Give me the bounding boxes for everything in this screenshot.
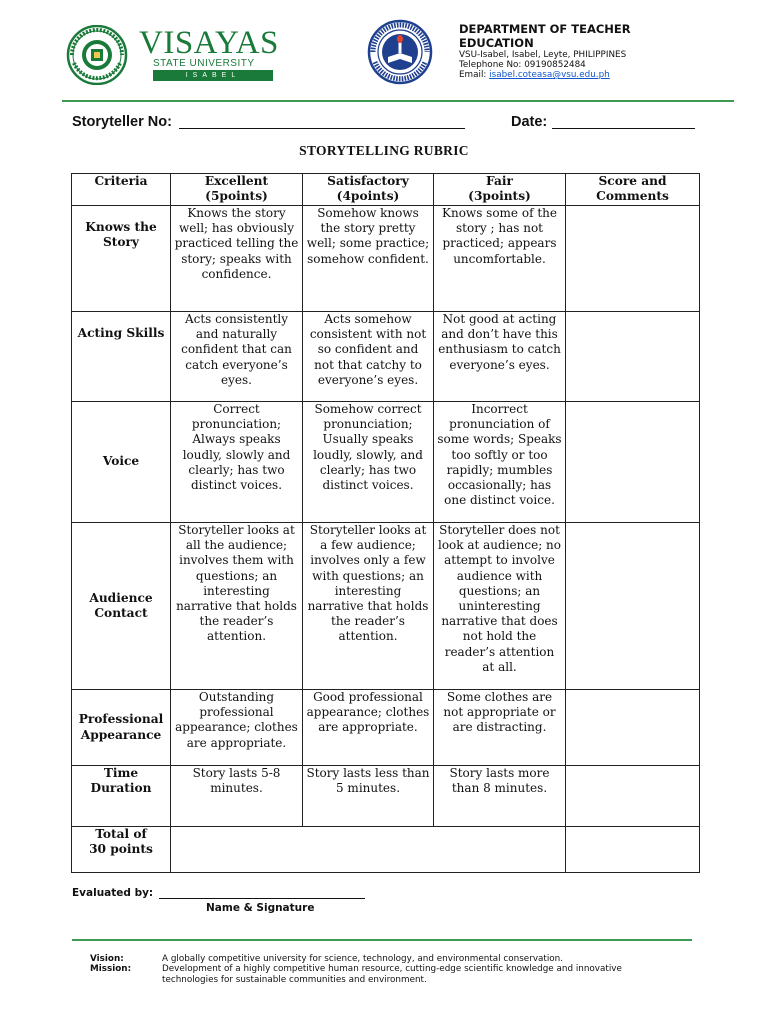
criteria-cell: [72, 690, 171, 766]
email-link[interactable]: isabel.coteasa@vsu.edu.ph: [489, 70, 610, 80]
header-excellent-label: Excellent: [204, 174, 269, 188]
excellent-cell: Correct pronunciation; Always speaks loudly, slowly and clearly; has two distinct voices.: [171, 402, 303, 523]
header-fair-label: Fair: [486, 174, 513, 188]
excellent-cell: Knows the story well; has obviously practiced telling the story; speaks with confidence.: [171, 206, 303, 312]
table-row: [72, 690, 700, 766]
fair-cell: Knows some of the story ; has not practiced; appears uncomfortable.: [434, 206, 566, 312]
department-name-line2: EDUCATION: [459, 35, 534, 50]
criteria-label-line2: Story: [102, 235, 140, 250]
header-criteria: [72, 174, 171, 206]
excellent-cell: Storyteller looks at all the audience; involves them with questions; an interesting narrative that holds the reader’s attention.: [171, 523, 303, 690]
name-signature-label: Name & Signature: [206, 902, 315, 914]
total-row: [72, 827, 700, 873]
fair-cell: Story lasts more than 8 minutes.: [434, 766, 566, 827]
evaluated-by-label: Evaluated by:: [72, 887, 154, 899]
mission-text: Development of a highly competitive human resource, cutting-edge scientific knowledge and innovative technologies for sustainable communities and environment.: [162, 964, 622, 985]
criteria-cell: [72, 523, 171, 690]
satisfactory-cell: Somehow correct pronunciation; Usually speaks loudly, slowly, and clearly; has two distinct voices.: [303, 402, 434, 523]
department-telephone: Telephone No: 09190852484: [459, 60, 586, 70]
fair-cell: Storyteller does not look at audience; no attempt to involve audience with questions; an uninteresting narrative that does not hold the reader’s attention at all.: [434, 523, 566, 690]
department-name-line1: DEPARTMENT OF TEACHER: [459, 22, 631, 36]
criteria-cell: [72, 312, 171, 402]
university-name: VISAYAS: [139, 25, 279, 61]
footer-divider: [72, 939, 692, 941]
criteria-label-line1: Knows the: [85, 220, 157, 234]
department-email-row: [459, 70, 719, 80]
header-score-label: Score and: [598, 174, 667, 188]
total-blank-cell: [171, 827, 566, 873]
criteria-label-line1: Acting Skills: [77, 326, 165, 340]
criteria-cell: [72, 402, 171, 523]
header-satisfactory-points: (4points): [336, 189, 400, 203]
header-divider: [62, 100, 734, 102]
excellent-cell: Acts consistently and naturally confident that can catch everyone’s eyes.: [171, 312, 303, 402]
fair-cell: Not good at acting and don’t have this enthusiasm to catch everyone’s eyes.: [434, 312, 566, 402]
total-score-cell[interactable]: [566, 827, 700, 873]
university-seal-logo: [64, 25, 130, 85]
department-seal-logo: [362, 19, 438, 85]
total-label-line1: Total of: [95, 827, 147, 841]
total-label-cell: [72, 827, 171, 873]
storyteller-blank[interactable]: [179, 128, 465, 129]
university-subtitle: STATE UNIVERSITY: [153, 58, 255, 69]
department-info: [459, 23, 719, 80]
criteria-label-line1: Professional: [78, 712, 164, 727]
score-comment-cell[interactable]: [566, 312, 700, 402]
campus-name: ISABEL: [153, 70, 273, 81]
header-fair-points: (3points): [468, 189, 531, 203]
header-excellent-points: (5points): [205, 189, 268, 203]
fair-cell: Some clothes are not appropriate or are distracting.: [434, 690, 566, 766]
excellent-cell: Story lasts 5-8 minutes.: [171, 766, 303, 827]
criteria-label-line2: Contact: [94, 606, 148, 620]
vision-label: Vision:: [90, 954, 124, 964]
date-blank[interactable]: [552, 128, 695, 129]
fair-cell: Incorrect pronunciation of some words; Speaks too softly or too rapidly; mumbles occasionally; has one distinct voice.: [434, 402, 566, 523]
criteria-label-line1: Time: [103, 766, 139, 780]
rubric-table: [71, 173, 700, 873]
satisfactory-cell: Somehow knows the story pretty well; some practice; somehow confident.: [303, 206, 434, 312]
criteria-cell: [72, 206, 171, 312]
table-row: [72, 523, 700, 690]
date-label: Date:: [511, 114, 548, 130]
total-label-line2: 30 points: [89, 842, 153, 857]
score-comment-cell[interactable]: [566, 206, 700, 312]
criteria-label-line1: Audience: [89, 590, 153, 605]
header-criteria-label: Criteria: [94, 174, 148, 188]
header-excellent: [171, 174, 303, 206]
mission-label: Mission:: [90, 964, 132, 974]
evaluator-signature-blank[interactable]: [159, 898, 365, 899]
excellent-cell: Outstanding professional appearance; clothes are appropriate.: [171, 690, 303, 766]
satisfactory-cell: Acts somehow consistent with not so confident and not that catchy to everyone’s eyes.: [303, 312, 434, 402]
storyteller-label: Storyteller No:: [72, 114, 172, 130]
criteria-label-line1: Voice: [102, 454, 140, 469]
header-score-comments: [566, 174, 700, 206]
criteria-cell: [72, 766, 171, 827]
table-header-row: [72, 174, 700, 206]
header-fair: [434, 174, 566, 206]
score-comment-cell[interactable]: [566, 766, 700, 827]
header-satisfactory: [303, 174, 434, 206]
document-title: STORYTELLING RUBRIC: [299, 143, 469, 158]
table-row: [72, 312, 700, 402]
header-satisfactory-label: Satisfactory: [327, 174, 409, 188]
header-comments-label: Comments: [596, 189, 669, 203]
vision-text: A globally competitive university for science, technology, and environmental conservation.: [162, 954, 564, 964]
satisfactory-cell: Good professional appearance; clothes are appropriate.: [303, 690, 434, 766]
satisfactory-cell: Storyteller looks at a few audience; involves only a few with questions; an interesting narrative that holds the reader’s attention.: [303, 523, 434, 690]
score-comment-cell[interactable]: [566, 690, 700, 766]
email-label: Email:: [459, 70, 490, 80]
table-row: [72, 402, 700, 523]
score-comment-cell[interactable]: [566, 523, 700, 690]
satisfactory-cell: Story lasts less than 5 minutes.: [303, 766, 434, 827]
score-comment-cell[interactable]: [566, 402, 700, 523]
criteria-label-line2: Appearance: [80, 727, 162, 742]
criteria-label-line2: Duration: [90, 781, 152, 796]
department-address: VSU-Isabel, Isabel, Leyte, PHILIPPINES: [459, 50, 627, 60]
table-row: [72, 206, 700, 312]
table-row: [72, 766, 700, 827]
